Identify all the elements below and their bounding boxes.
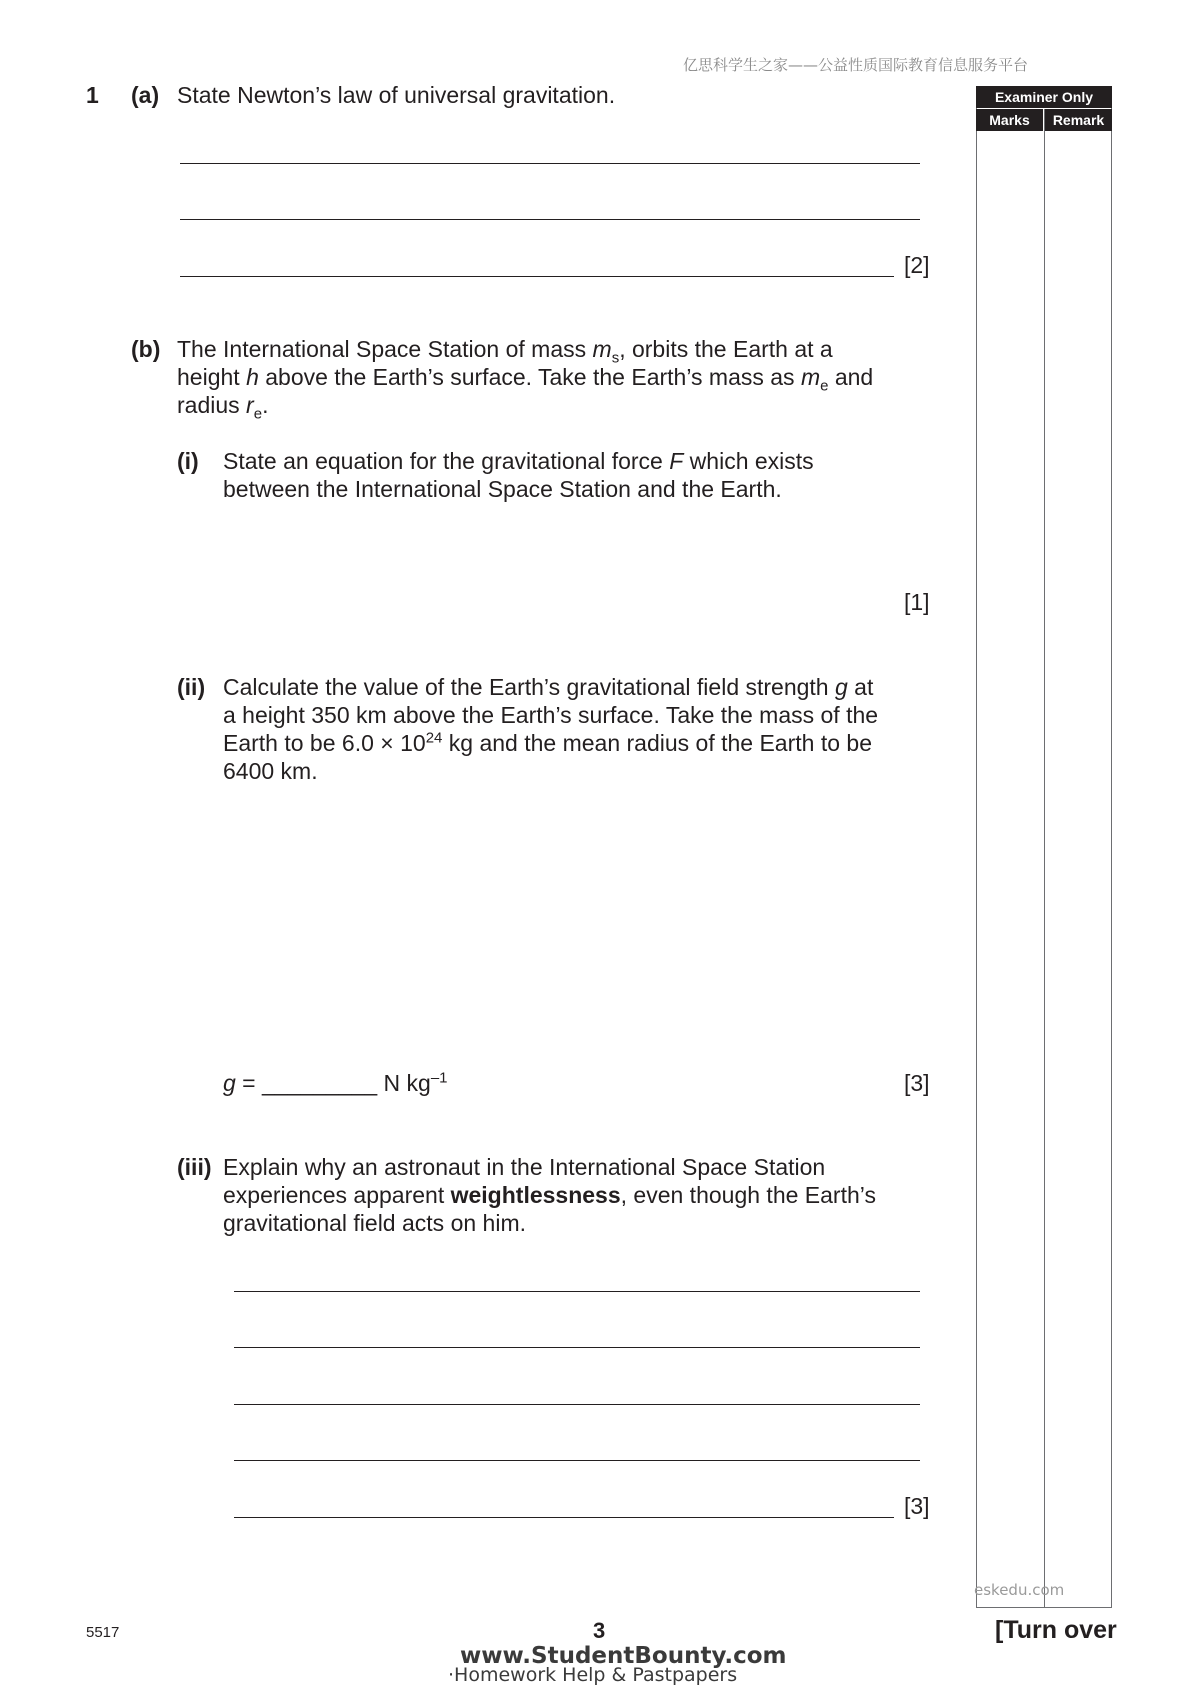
studentbounty-url[interactable]: www.StudentBounty.com xyxy=(460,1643,787,1669)
part-bii-line4: 6400 km. xyxy=(223,758,318,784)
part-b-line1: The International Space Station of mass $m_s$, orbits the Earth at a xyxy=(177,336,833,367)
paper-code: 5517 xyxy=(86,1624,120,1641)
part-bi-line2: between the International Space Station and the Earth. xyxy=(223,476,782,502)
remark-column-header: Remark xyxy=(1045,109,1112,131)
watermark-top: 亿思科学生之家——公益性质国际教育信息服务平台 xyxy=(683,56,1029,74)
answer-line[interactable] xyxy=(234,1404,920,1405)
page-number: 3 xyxy=(593,1618,606,1643)
part-bii-line3: Earth to be $6.0 \times 10^{24}$ kg and the mean radius of the Earth to be xyxy=(223,729,872,756)
part-biii-line1: Explain why an astronaut in the International Space Station xyxy=(223,1154,826,1180)
part-bi-marks: [1] xyxy=(904,589,930,615)
part-b-line3: radius $r_e$. xyxy=(177,392,269,423)
answer-line[interactable] xyxy=(180,219,920,220)
examiner-only-header: Examiner Only xyxy=(976,86,1112,108)
watermark-bottom: eskedu.com xyxy=(974,1581,1065,1599)
part-a-label: (a) xyxy=(131,82,160,108)
marks-column-header: Marks xyxy=(976,109,1043,131)
answer-line[interactable] xyxy=(180,163,920,164)
question-number: 1 xyxy=(86,82,99,108)
g-answer-field[interactable]: g = _________ N $kg^{-1}$ xyxy=(223,1069,448,1096)
part-bi-line1: State an equation for the gravitational force F which exists xyxy=(223,448,814,474)
part-a-marks: [2] xyxy=(904,252,930,278)
part-bi-label: (i) xyxy=(177,448,199,474)
studentbounty-tagline: ·Homework Help & Pastpapers xyxy=(448,1664,738,1686)
part-biii-line2: experiences apparent weightlessness, even though the Earth’s xyxy=(223,1182,876,1208)
answer-line[interactable] xyxy=(234,1517,894,1518)
part-bii-label: (ii) xyxy=(177,674,206,700)
part-biii-line3: gravitational field acts on him. xyxy=(223,1210,526,1236)
examiner-column-divider xyxy=(1044,109,1045,1608)
answer-line[interactable] xyxy=(180,276,894,277)
answer-line[interactable] xyxy=(234,1460,920,1461)
part-bii-line1: Calculate the value of the Earth’s gravitational field strength g at xyxy=(223,674,874,700)
answer-line[interactable] xyxy=(234,1347,920,1348)
part-biii-marks: [3] xyxy=(904,1493,930,1519)
part-bii-marks: [3] xyxy=(904,1070,930,1096)
answer-line[interactable] xyxy=(234,1291,920,1292)
part-biii-label: (iii) xyxy=(177,1154,212,1180)
part-a-text: State Newton’s law of universal gravitation. xyxy=(177,82,616,108)
part-bii-line2: a height 350 km above the Earth’s surface. Take the mass of the xyxy=(223,702,879,728)
part-b-line2: height h above the Earth’s surface. Take the Earth’s mass as $m_e$ and xyxy=(177,364,874,395)
turn-over: [Turn over xyxy=(995,1616,1117,1644)
part-b-label: (b) xyxy=(131,336,161,362)
